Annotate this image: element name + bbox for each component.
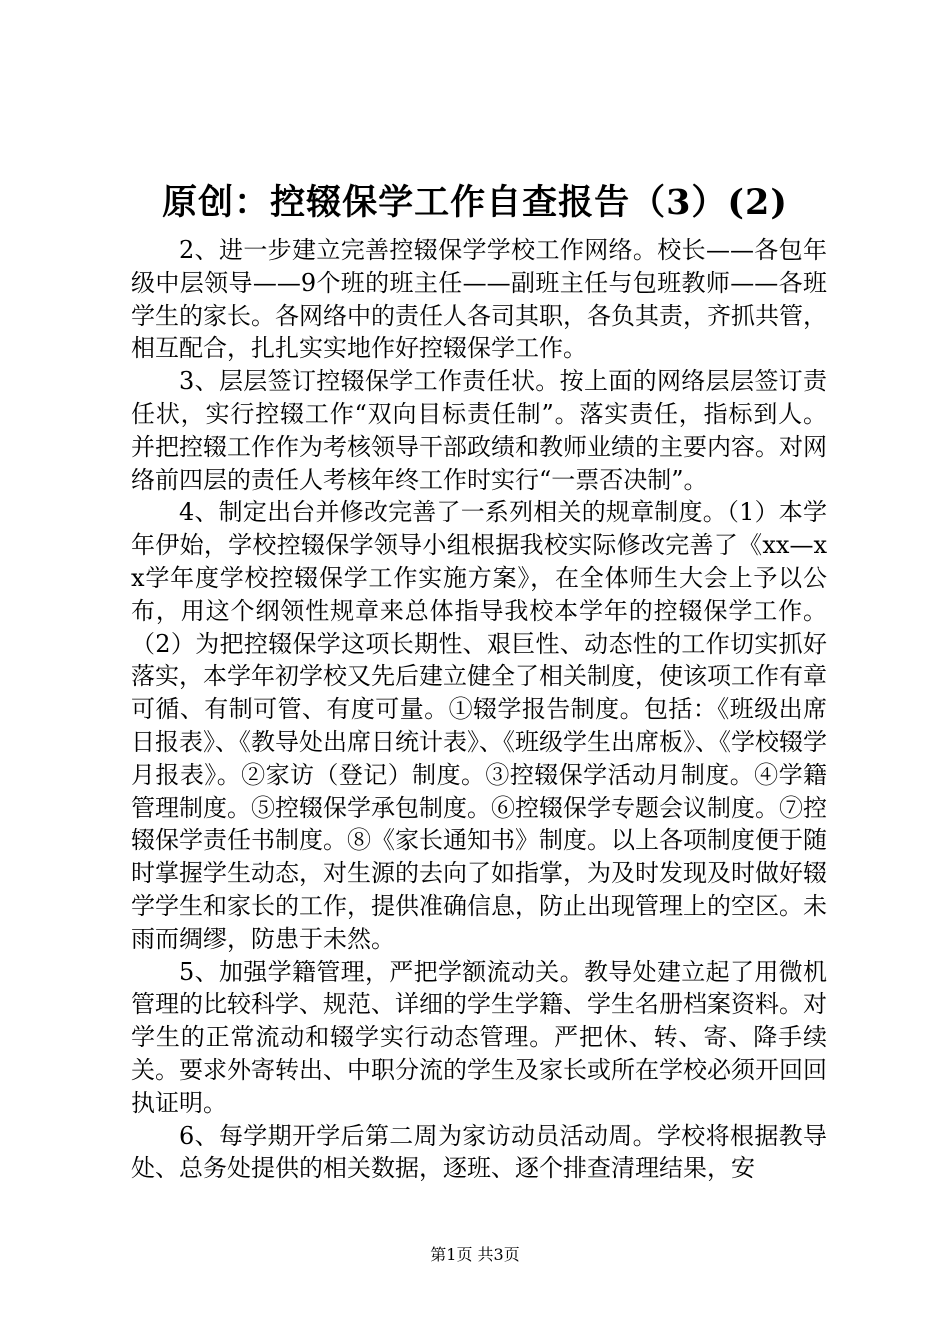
paragraph-2: 2、进一步建立完善控辍保学学校工作网络。校长——各包年级中层领导——9个班的班主任——副班主任与包班教师——各班学生的家长。各网络中的责任人各司其职，各负其责，齐抓共管，相互配合，扎扎实实地作好控辍保学工作。 xyxy=(131,236,827,363)
paragraph-3: 3、层层签订控辍保学工作责任状。按上面的网络层层签订责任状，实行控辍工作“双向目标责任制”。落实责任，指标到人。并把控辍工作作为考核领导干部政绩和教师业绩的主要内容。对网络前四层的责任人考核年终工作时实行“一票否决制”。 xyxy=(131,367,827,494)
paragraph-4: 4、制定出台并修改完善了一系列相关的规章制度。（1）本学年伊始，学校控辍保学领导小组根据我校实际修改完善了《xx—xx学年度学校控辍保学工作实施方案》，在全体师生大会上予以公布，用这个纲领性规章来总体指导我校本学年的控辍保学工作。（2）为把控辍保学这项长期性、艰巨性、动态性的工作切实抓好落实，本学年初学校又先后建立健全了相关制度，使该项工作有章可循、有制可管、有度可量。①辍学报告制度。包括：《班级出席日报表》、《教导处出席日统计表》、《班级学生出席板》、《学校辍学月报表》。②家访（登记）制度。③控辍保学活动月制度。④学籍管理制度。⑤控辍保学承包制度。⑥控辍保学专题会议制度。⑦控辍保学责任书制度。⑧《家长通知书》制度。以上各项制度便于随时掌握学生动态，对生源的去向了如指掌，为及时发现及时做好辍学学生和家长的工作，提供准确信息，防止出现管理上的空区。未雨而绸缪，防患于未然。 xyxy=(131,498,827,953)
page-number-footer: 第1页 共3页 xyxy=(430,1245,520,1264)
document-title: 原创：控辍保学工作自查报告（3）(2) xyxy=(162,182,788,223)
paragraph-6: 6、每学期开学后第二周为家访动员活动周。学校将根据教导处、总务处提供的相关数据，逐班、逐个排查清理结果，安 xyxy=(131,1121,827,1183)
document-body xyxy=(131,234,827,1185)
paragraph-5: 5、加强学籍管理，严把学额流动关。教导处建立起了用微机管理的比较科学、规范、详细的学生学籍、学生名册档案资料。对学生的正常流动和辍学实行动态管理。严把休、转、寄、降手续关。要求外寄转出、中职分流的学生及家长或所在学校必须开回回执证明。 xyxy=(131,957,827,1117)
